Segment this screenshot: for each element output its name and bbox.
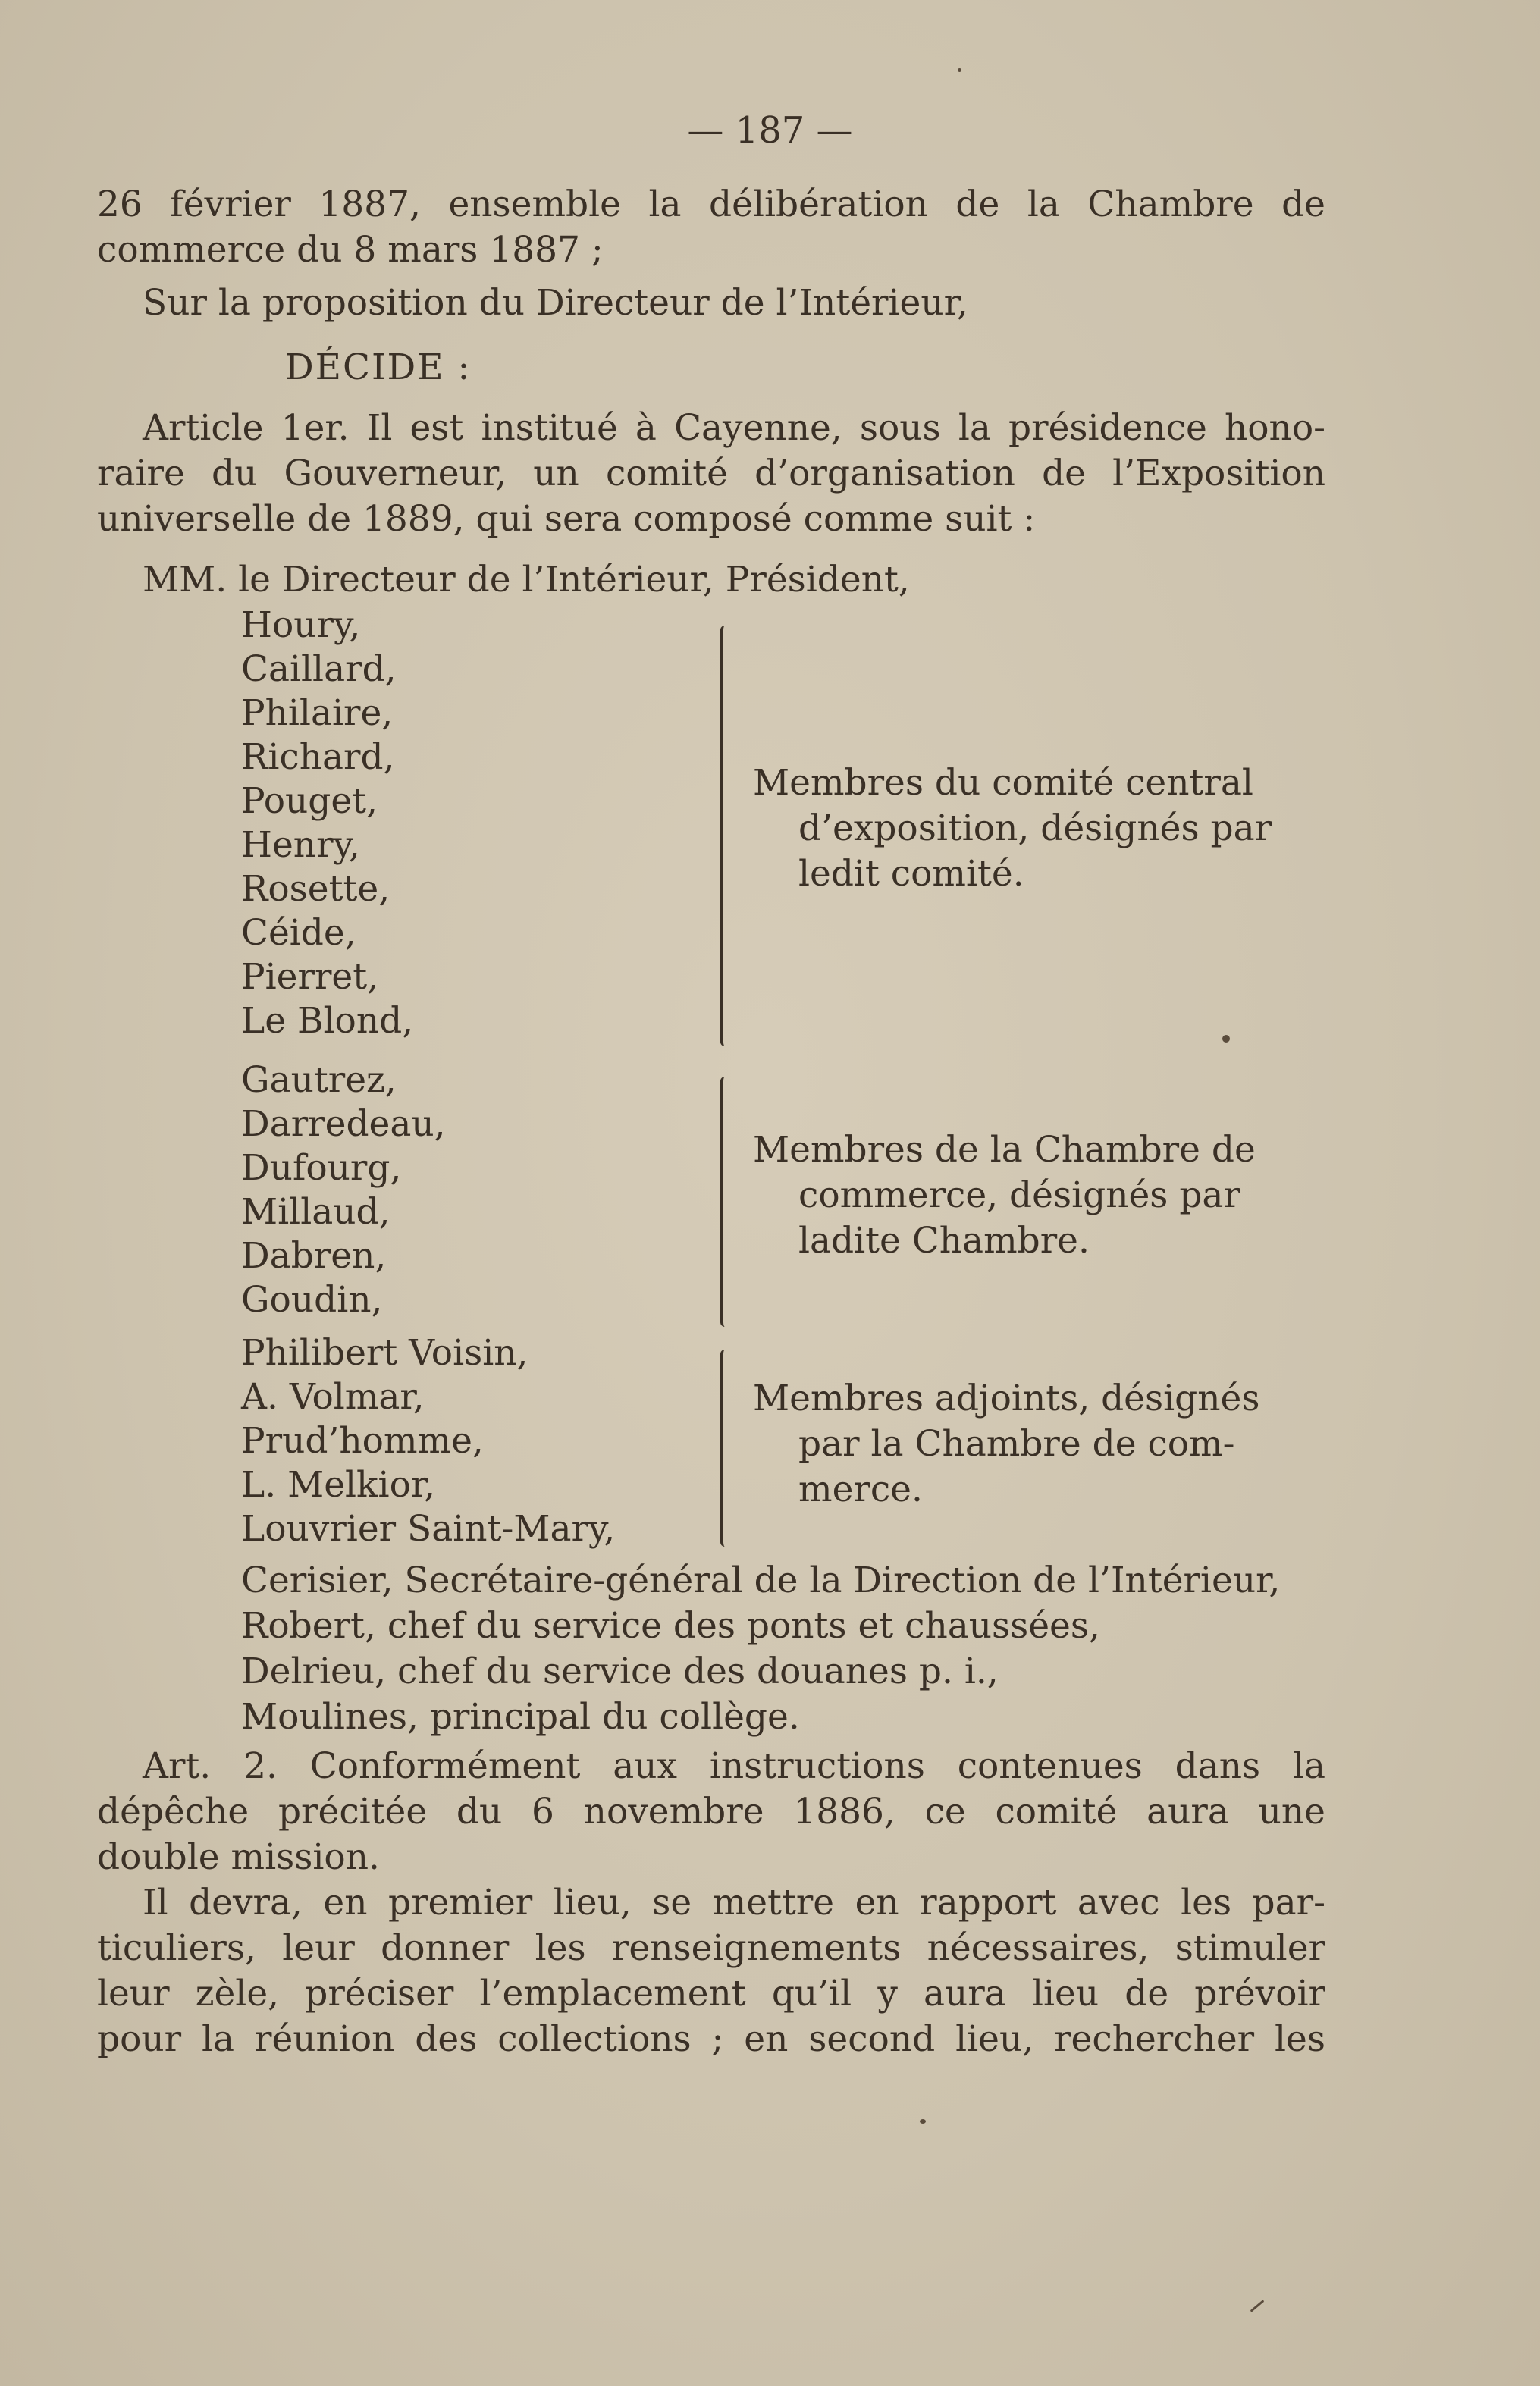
text-line: 26 février 1887, ensemble la délibération de la Chambre de	[97, 183, 1325, 225]
member-name: Céide,	[241, 912, 356, 954]
paper-speck	[1250, 2300, 1265, 2312]
official-line: Cerisier, Secrétaire-général de la Direction de l’Intérieur,	[241, 1560, 1281, 1601]
text-line: MM. le Directeur de l’Intérieur, Président,	[143, 559, 910, 600]
member-name: Houry,	[241, 604, 361, 646]
member-name: Philibert Voisin,	[241, 1332, 528, 1374]
member-name: Philaire,	[241, 692, 394, 734]
text-line: Sur la proposition du Directeur de l’Intérieur,	[143, 282, 968, 324]
member-name: Dabren,	[241, 1235, 387, 1277]
text-line: Article 1er. Il est institué à Cayenne, sous la présidence hono-	[143, 407, 1325, 449]
page-number: — 187 —	[687, 109, 853, 152]
member-name: Millaud,	[241, 1191, 390, 1233]
group-note: commerce, désignés par	[798, 1174, 1240, 1216]
group-note: Membres du comité central	[753, 762, 1253, 804]
paper-speck	[1222, 1035, 1230, 1043]
member-name: Goudin,	[241, 1279, 383, 1321]
group-note: par la Chambre de com-	[798, 1423, 1235, 1465]
text-line: universelle de 1889, qui sera composé comme suit :	[97, 498, 1036, 540]
paper-speck	[958, 68, 961, 72]
brace-group-2	[720, 1077, 731, 1327]
member-name: Pierret,	[241, 956, 379, 998]
text-line: commerce du 8 mars 1887 ;	[97, 229, 604, 271]
paper-speck	[920, 2119, 926, 2124]
decide-heading: DÉCIDE :	[285, 346, 472, 388]
member-name: Darredeau,	[241, 1103, 446, 1145]
text-line: Il devra, en premier lieu, se mettre en rapport avec les par-	[143, 1882, 1325, 1924]
group-note: merce.	[798, 1469, 923, 1510]
official-line: Delrieu, chef du service des douanes p. i.,	[241, 1651, 999, 1692]
text-line: dépêche précitée du 6 novembre 1886, ce comité aura une	[97, 1791, 1325, 1833]
group-note: ledit comité.	[798, 853, 1024, 895]
member-name: Caillard,	[241, 648, 397, 690]
brace-group-1	[720, 626, 731, 1046]
group-note: Membres adjoints, désignés	[753, 1378, 1260, 1419]
group-note: ladite Chambre.	[798, 1220, 1090, 1262]
group-note: d’exposition, désignés par	[798, 807, 1272, 849]
member-name: Le Blond,	[241, 1000, 414, 1042]
text-line: pour la réunion des collections ; en second lieu, rechercher les	[97, 2018, 1325, 2060]
text-line: raire du Gouverneur, un comité d’organisation de l’Exposition	[97, 453, 1325, 494]
text-line: Art. 2. Conformément aux instructions contenues dans la	[143, 1745, 1325, 1787]
member-name: Rosette,	[241, 868, 390, 910]
member-name: Dufourg,	[241, 1147, 402, 1189]
official-line: Moulines, principal du collège.	[241, 1696, 800, 1738]
official-line: Robert, chef du service des ponts et chaussées,	[241, 1605, 1100, 1647]
member-name: Henry,	[241, 824, 360, 866]
text-line: leur zèle, préciser l’emplacement qu’il y aura lieu de prévoir	[97, 1973, 1325, 2014]
member-name: Prud’homme,	[241, 1420, 484, 1462]
member-name: A. Volmar,	[241, 1376, 425, 1418]
text-line: double mission.	[97, 1836, 380, 1878]
member-name: Louvrier Saint-Mary,	[241, 1508, 616, 1550]
text-line: ticuliers, leur donner les renseignements nécessaires, stimuler	[97, 1927, 1325, 1969]
member-name: L. Melkior,	[241, 1464, 436, 1506]
member-name: Richard,	[241, 736, 395, 778]
brace-group-3	[720, 1350, 731, 1547]
group-note: Membres de la Chambre de	[753, 1129, 1256, 1171]
member-name: Gautrez,	[241, 1059, 397, 1101]
member-name: Pouget,	[241, 780, 378, 822]
